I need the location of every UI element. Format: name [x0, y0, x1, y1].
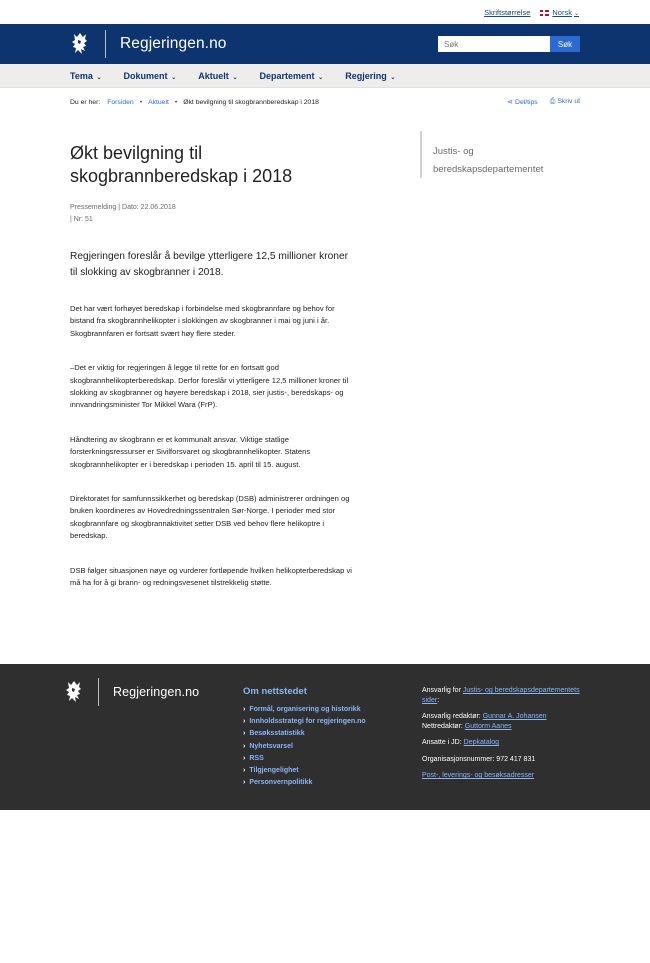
- nav-item-regjering[interactable]: Regjering ⌄: [345, 70, 396, 81]
- breadcrumb-current: Økt bevilgning til skogbrannberedskap i 2018: [183, 98, 319, 106]
- breadcrumb: [0, 89, 650, 115]
- chevron-right-icon: ›: [243, 779, 246, 787]
- footer-logo[interactable]: [64, 678, 199, 706]
- chevron-right-icon: ›: [243, 742, 246, 750]
- footer-employees: Ansatte i JD: Depkatalog: [422, 739, 500, 746]
- norwegian-lion-logo-icon[interactable]: [70, 32, 90, 56]
- article-paragraph: Direktoratet for samfunnssikkerhet og beredskap (DSB) administrerer ordningen og bruken koordineres av Hovedredningssentralen Sør-Norge. I perioder med stor skogbrannfare og skogbrannaktivitet setter DSB ved behov flere helikoptre i beredskap.: [70, 494, 350, 541]
- share-icon: ⋖: [507, 99, 514, 106]
- chevron-right-icon: ›: [243, 718, 246, 726]
- site-name[interactable]: Regjeringen.no: [120, 35, 227, 52]
- breadcrumb-separator: •: [174, 98, 178, 106]
- norwegian-lion-logo-icon: [64, 680, 84, 704]
- nav-item-aktuelt[interactable]: Aktuelt ⌄: [198, 70, 238, 81]
- footer-link[interactable]: › Nyhetsvarsel: [243, 742, 293, 750]
- department-name[interactable]: Justis- og beredskapsdepartementet: [433, 146, 544, 175]
- chevron-down-icon: ⌄: [230, 74, 238, 81]
- article: [70, 142, 355, 590]
- article-meta: [70, 202, 355, 226]
- language-selector[interactable]: [540, 8, 579, 17]
- header-divider: [105, 30, 106, 58]
- chevron-right-icon: ›: [243, 767, 246, 775]
- footer-links: [243, 686, 366, 789]
- chevron-down-icon: ⌄: [316, 74, 324, 81]
- chevron-down-icon: ⌄: [388, 74, 396, 81]
- share-link[interactable]: ⋖ Del/tips: [507, 99, 538, 106]
- article-paragraph: Det har vært forhøyet beredskap i forbindelse med skogbrannfare og behov for bistand fra skogbrannhelikopter i slokkingen av skogbranner i mai og juni i år. Skogbrannfaren er fortsatt svært høy flere steder.: [70, 304, 335, 338]
- footer-editors: Ansvarlig redaktør: Gunnar A. Johansen Nettredaktør: Guttorm Aanes: [422, 713, 547, 730]
- editor-link[interactable]: Gunnar A. Johansen: [482, 713, 547, 720]
- nav-item-tema[interactable]: Tema ⌄: [70, 70, 102, 81]
- chevron-right-icon: ›: [243, 706, 246, 713]
- site-header: [0, 24, 650, 64]
- footer-org-number: Organisasjonsnummer: 972 417 831: [422, 755, 536, 763]
- page-title: Økt bevilgning til skogbrannberedskap i 2018: [70, 143, 293, 186]
- search-button[interactable]: Søk: [550, 36, 580, 52]
- font-size-link[interactable]: Skriftstørrelse: [484, 7, 531, 17]
- site-footer: [0, 664, 650, 810]
- language-label: Norsk: [552, 7, 572, 17]
- footer-divider: [98, 678, 99, 706]
- net-editor-link[interactable]: Guttorm Aanes: [464, 722, 512, 730]
- search-form: [438, 36, 580, 52]
- chevron-right-icon: ›: [243, 730, 246, 738]
- footer-heading: Om nettstedet: [243, 686, 307, 697]
- utility-bar: [0, 0, 650, 24]
- search-input[interactable]: [438, 36, 550, 52]
- breadcrumb-separator: •: [139, 98, 143, 106]
- footer-link[interactable]: › RSS: [243, 754, 264, 762]
- nav-item-dokument[interactable]: Dokument ⌄: [123, 70, 177, 81]
- nav-item-departement[interactable]: Departement ⌄: [259, 70, 324, 81]
- main-navigation: [0, 64, 650, 88]
- footer-responsible: Ansvarlig for Justis- og beredskapsdepartementets sider:: [422, 687, 580, 704]
- department-sidebar: [420, 131, 580, 178]
- footer-site-name: Regjeringen.no: [113, 685, 200, 699]
- chevron-down-icon: ⌄: [169, 74, 177, 81]
- printer-icon: ⎙: [549, 98, 556, 105]
- breadcrumb-label: Du er her:: [70, 98, 101, 106]
- chevron-right-icon: ›: [243, 754, 246, 762]
- print-link[interactable]: ⎙ Skriv ut: [549, 98, 580, 105]
- footer-address: [422, 771, 582, 781]
- footer-info: [422, 686, 582, 788]
- department-pages-link[interactable]: Justis- og beredskapsdepartementets sider: [422, 687, 580, 704]
- footer-link[interactable]: › Besøksstatistikk: [243, 730, 305, 738]
- breadcrumb-link-aktuelt[interactable]: Aktuelt: [148, 98, 169, 106]
- chevron-down-icon: ⌄: [573, 10, 579, 17]
- article-meta-number: | Nr: 51: [70, 216, 93, 223]
- footer-link[interactable]: › Innholdsstrategi for regjeringen.no: [243, 718, 366, 726]
- norway-flag-icon: [540, 10, 549, 16]
- depkatalog-link[interactable]: Depkatalog: [463, 739, 500, 746]
- chevron-down-icon: ⌄: [94, 74, 102, 81]
- page-actions: [507, 98, 580, 106]
- article-paragraph: DSB følger situasjonen nøye og vurderer fortløpende hvilken helikopterberedskap vi må ha for å gi brann- og redningsvesenet tilstrekkelig støtte.: [70, 565, 352, 588]
- footer-link[interactable]: › Personvernpolitikk: [243, 779, 313, 787]
- article-paragraph: Håndtering av skogbrann er et kommunalt ansvar. Viktige statlige forsterkningsressurser er Sivilforsvaret og skogbrannhelikopter. Statens skogbrannhelikopter er i beredskap i perioden 15. april til 15. august.: [70, 434, 311, 469]
- address-link[interactable]: Post-, leverings- og besøksadresser: [422, 772, 535, 779]
- article-paragraph: –Det er viktig for regjeringen å legge til rette for en fortsatt god skogbrannhelikopterberedskap. Derfor foreslår vi ytterligere 12,5 millioner kroner til slokking av skogbranner og høyere beredskap i 2018, sier justis-, beredskaps- og innvandringsminister Tor Mikkel Wara (FrP).: [70, 363, 349, 410]
- article-lead: Regjeringen foreslår å bevilge ytterligere 12,5 millioner kroner til slokking av skogbranner i 2018.: [70, 251, 349, 278]
- article-meta-type-date: Pressemelding | Dato: 22.06.2018: [70, 204, 176, 211]
- breadcrumb-link-forsiden[interactable]: Forsiden: [107, 98, 134, 106]
- footer-link[interactable]: › Tilgjengelighet: [243, 767, 299, 775]
- footer-link[interactable]: › Formål, organisering og historikk: [243, 706, 361, 713]
